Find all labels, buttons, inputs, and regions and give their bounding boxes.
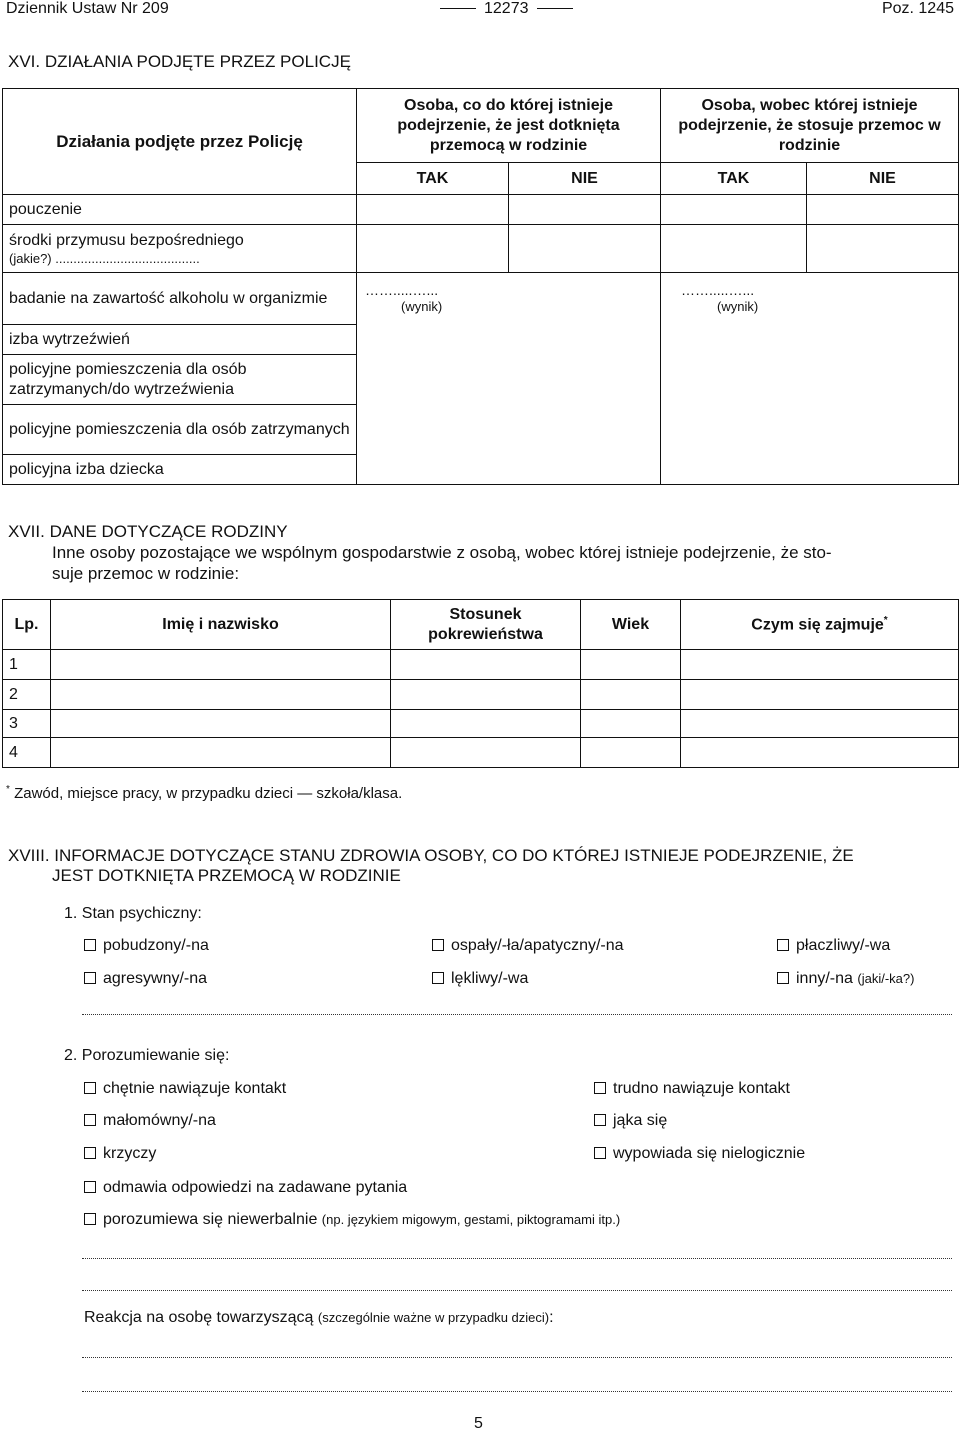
name-cell[interactable] — [51, 710, 391, 738]
option-label: ospały/-ła/apatyczny/-na — [451, 937, 624, 954]
option-pobudzony[interactable] — [84, 937, 209, 955]
footnote-star: * — [883, 614, 888, 626]
row-label-pomieszczenia: policyjne pomieszczenia dla osób zatrzymanych — [3, 405, 357, 455]
age-cell[interactable] — [581, 738, 681, 768]
dash-left — [440, 8, 476, 9]
cell[interactable] — [807, 225, 959, 273]
victim-alcohol-result[interactable] — [357, 273, 661, 325]
option-label: lękliwy/-wa — [451, 970, 529, 987]
journal-title: Dziennik Ustaw Nr 209 — [6, 0, 169, 17]
option-nielogicznie[interactable] — [594, 1145, 805, 1163]
row-label-alkohol: badanie na zawartość alkoholu w organizmie — [3, 273, 357, 325]
option-label: małomówny/-na — [103, 1112, 216, 1129]
option-inny[interactable] — [777, 970, 914, 988]
age-cell[interactable] — [581, 680, 681, 710]
checkbox-icon[interactable] — [777, 972, 789, 984]
position-number: Poz. 1245 — [881, 0, 954, 17]
age-cell[interactable] — [581, 650, 681, 680]
reaction-note: (szczególnie ważne w przypadku dzieci) — [317, 1310, 550, 1325]
occupation-header-text: Czym się zajmuje — [751, 616, 884, 634]
reaction-label-text: Reakcja na osobę towarzyszącą — [84, 1309, 314, 1326]
relation-header — [391, 600, 581, 650]
table-row — [3, 273, 959, 325]
answer-line[interactable] — [82, 1357, 952, 1358]
name-cell[interactable] — [51, 680, 391, 710]
relation-cell[interactable] — [391, 650, 581, 680]
option-note: (np. językiem migowym, gestami, piktogramami itp.) — [321, 1212, 621, 1227]
reaction-colon: : — [549, 1309, 554, 1326]
footnote — [6, 784, 402, 802]
page-number-footer: 5 — [474, 1415, 483, 1432]
occupation-cell[interactable] — [681, 738, 959, 768]
victim-empty-block — [357, 325, 661, 485]
victim-column-header: Osoba, co do której istnieje podejrzenie, że jest dotknięta przemocą w rodzinie — [357, 89, 661, 163]
option-lekliwy[interactable] — [432, 970, 528, 988]
row-label-text: środki przymusu bezpośredniego — [9, 231, 244, 249]
option-label: wypowiada się nielogicznie — [613, 1145, 806, 1162]
row-label-srodki — [3, 225, 357, 273]
option-note: (jaki/-ka?) — [857, 971, 915, 986]
section-18-title-line1: XVIII. INFORMACJE DOTYCZĄCE STANU ZDROWIA OSOBY, CO DO KTÓREJ ISTNIEJE PODEJRZENIE, ŻE — [8, 846, 854, 865]
row-number: 2 — [3, 680, 51, 710]
cell[interactable] — [509, 195, 661, 225]
checkbox-icon[interactable] — [84, 1147, 96, 1159]
row-label-pomieszczenia-wytrz: policyjne pomieszczenia dla osób zatrzymanych/do wytrzeźwienia — [3, 355, 357, 405]
q1-label: 1. Stan psychiczny: — [64, 905, 202, 922]
name-header: Imię i nazwisko — [51, 600, 391, 650]
section-17-intro-line2: suje przemoc w rodzinie: — [52, 564, 240, 583]
option-label: trudno nawiązuje kontakt — [613, 1080, 790, 1097]
row-label-izba: izba wytrzeźwień — [3, 325, 357, 355]
option-ospaly[interactable] — [432, 937, 624, 955]
perp-tak-header: TAK — [661, 163, 807, 195]
corner-header: Działania podjęte przez Policję — [3, 89, 357, 195]
perp-alcohol-result[interactable] — [661, 273, 959, 325]
checkbox-icon[interactable] — [432, 972, 444, 984]
row-number: 3 — [3, 710, 51, 738]
occupation-cell[interactable] — [681, 680, 959, 710]
cell[interactable] — [357, 195, 509, 225]
perpetrator-column-header: Osoba, wobec której istnieje podejrzenie, że stosuje przemoc w rodzinie — [661, 89, 959, 163]
answer-line[interactable] — [82, 1258, 952, 1259]
relation-header-l1: Stosunek — [449, 605, 522, 623]
section-16-title: XVI. DZIAŁANIA PODJĘTE PRZEZ POLICJĘ — [8, 52, 351, 71]
occupation-cell[interactable] — [681, 710, 959, 738]
option-label: agresywny/-na — [103, 970, 208, 987]
answer-line[interactable] — [82, 1290, 952, 1291]
footnote-marker: * — [6, 784, 10, 795]
relation-cell[interactable] — [391, 710, 581, 738]
checkbox-icon[interactable] — [432, 939, 444, 951]
option-chetnie[interactable] — [84, 1080, 286, 1098]
relation-header-l2: pokrewieństwa — [428, 625, 543, 643]
row-number: 4 — [3, 738, 51, 768]
reaction-label — [84, 1309, 554, 1327]
cell[interactable] — [807, 195, 959, 225]
checkbox-icon[interactable] — [84, 972, 96, 984]
option-odmawia[interactable] — [84, 1179, 407, 1197]
name-cell[interactable] — [51, 738, 391, 768]
table-row — [3, 195, 959, 225]
checkbox-icon[interactable] — [594, 1147, 606, 1159]
running-header — [0, 0, 960, 22]
table-row — [3, 325, 959, 355]
option-label: płaczliwy/-wa — [796, 937, 891, 954]
option-krzyczy[interactable] — [84, 1145, 156, 1163]
table-row — [3, 680, 959, 710]
cell[interactable] — [661, 225, 807, 273]
dash-right — [537, 8, 573, 9]
footnote-text: Zawód, miejsce pracy, w przypadku dzieci — szkoła/klasa. — [14, 785, 403, 802]
result-dots: …….....…... — [681, 281, 755, 298]
result-dots: …….....…... — [365, 281, 439, 298]
victim-nie-header: NIE — [509, 163, 661, 195]
option-label: porozumiewa się niewerbalnie — [103, 1211, 318, 1228]
option-label: pobudzony/-na — [103, 937, 209, 954]
checkbox-icon[interactable] — [594, 1114, 606, 1126]
option-label: inny/-na — [796, 970, 853, 987]
row-label-sub: (jakie?) ........................................ — [9, 250, 200, 266]
table-row — [3, 710, 959, 738]
cell[interactable] — [661, 195, 807, 225]
result-label: (wynik) — [401, 298, 443, 314]
q2-label: 2. Porozumiewanie się: — [64, 1047, 230, 1064]
age-cell[interactable] — [581, 710, 681, 738]
answer-line[interactable] — [82, 1014, 952, 1015]
option-label: krzyczy — [103, 1145, 157, 1162]
option-malomowny[interactable] — [84, 1112, 216, 1130]
perp-empty-block — [661, 325, 959, 485]
section-18-title-line2: JEST DOTKNIĘTA PRZEMOCĄ W RODZINIE — [52, 866, 401, 885]
police-actions-table — [2, 88, 959, 485]
option-label: odmawia odpowiedzi na zadawane pytania — [103, 1179, 408, 1196]
table-row — [3, 650, 959, 680]
option-placzliwy[interactable] — [777, 937, 890, 955]
checkbox-icon[interactable] — [777, 939, 789, 951]
page-number-header: 12273 — [432, 0, 581, 18]
row-label-izba-dziecka: policyjna izba dziecka — [3, 455, 357, 485]
row-label-pouczenie: pouczenie — [3, 195, 357, 225]
option-label: chętnie nawiązuje kontakt — [103, 1080, 287, 1097]
family-table — [2, 599, 959, 768]
option-niewerbalnie[interactable] — [84, 1211, 620, 1229]
section-17-title: XVII. DANE DOTYCZĄCE RODZINY — [8, 522, 288, 541]
checkbox-icon[interactable] — [84, 1213, 96, 1225]
victim-tak-header: TAK — [357, 163, 509, 195]
answer-line[interactable] — [82, 1391, 952, 1392]
table-row — [3, 738, 959, 768]
option-label: jąka się — [613, 1112, 668, 1129]
checkbox-icon[interactable] — [84, 1181, 96, 1193]
cell[interactable] — [357, 225, 509, 273]
section-17-intro-line1: Inne osoby pozostające we wspólnym gospodarstwie z osobą, wobec której istnieje podejrzenie, że sto- — [52, 543, 832, 562]
checkbox-icon[interactable] — [84, 1082, 96, 1094]
relation-cell[interactable] — [391, 738, 581, 768]
name-cell[interactable] — [51, 650, 391, 680]
occupation-cell[interactable] — [681, 650, 959, 680]
row-number: 1 — [3, 650, 51, 680]
checkbox-icon[interactable] — [84, 939, 96, 951]
occupation-header — [681, 600, 959, 650]
checkbox-icon[interactable] — [594, 1082, 606, 1094]
result-label: (wynik) — [717, 298, 759, 314]
lp-header: Lp. — [3, 600, 51, 650]
option-jaka[interactable] — [594, 1112, 667, 1130]
checkbox-icon[interactable] — [84, 1114, 96, 1126]
cell[interactable] — [509, 225, 661, 273]
relation-cell[interactable] — [391, 680, 581, 710]
option-agresywny[interactable] — [84, 970, 207, 988]
perp-nie-header: NIE — [807, 163, 959, 195]
option-trudno[interactable] — [594, 1080, 790, 1098]
table-row — [3, 225, 959, 273]
age-header: Wiek — [581, 600, 681, 650]
